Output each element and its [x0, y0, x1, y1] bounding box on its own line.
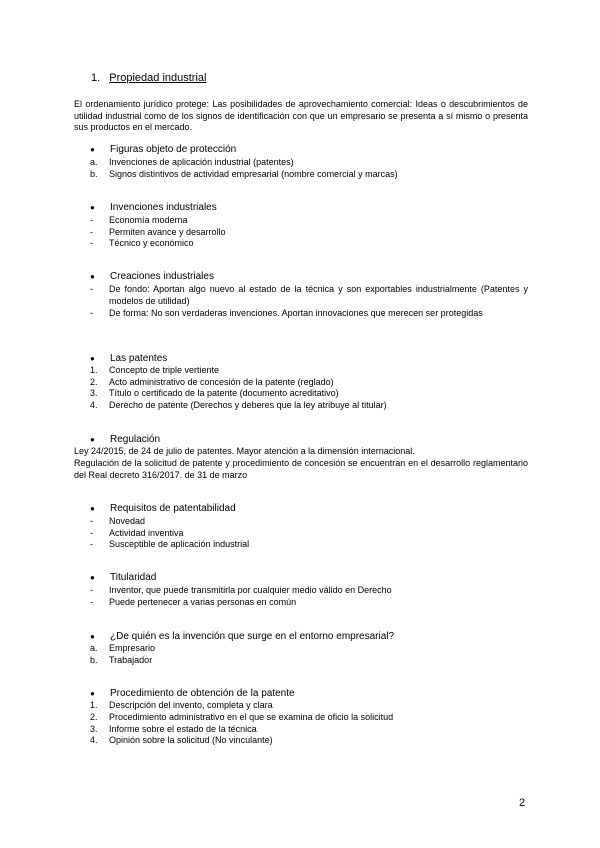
list-item	[90, 227, 226, 238]
block-heading: Regulación	[110, 434, 161, 445]
list-item-text: Trabajador	[109, 655, 153, 665]
list-marker: b.	[90, 655, 98, 665]
list-item-text: Técnico y económico	[109, 238, 194, 248]
block-heading: ¿De quién es la invención que surge en el entorno empresarial?	[110, 631, 395, 642]
list-item	[90, 388, 339, 399]
list-marker: b.	[90, 169, 98, 179]
list-item	[90, 157, 294, 168]
list-item-text: Susceptible de aplicación industrial	[109, 539, 250, 549]
list-marker: -	[90, 539, 93, 549]
list-item-text: Opinión sobre la solicitud (No vinculante)	[109, 735, 273, 745]
list-item	[90, 516, 146, 527]
list-marker: 4.	[90, 735, 98, 745]
list-marker: 3.	[90, 388, 98, 398]
list-marker: 2.	[90, 712, 98, 722]
list-marker: -	[90, 585, 93, 595]
list-item-text: Signos distintivos de actividad empresarial (nombre comercial y marcas)	[109, 169, 398, 179]
list-item-text: Actividad inventiva	[109, 528, 184, 538]
bullet-icon: ●	[90, 203, 95, 212]
list-item-text: Puede pertenecer a varias personas en común	[109, 597, 297, 607]
list-item-text: Título o certificado de la patente (documento acreditativo)	[109, 388, 339, 398]
list-item-text: Derecho de patente (Derechos y deberes que la ley atribuye al titular)	[109, 400, 387, 410]
list-marker: 1.	[90, 365, 98, 375]
list-marker: -	[90, 238, 93, 248]
list-item	[90, 377, 334, 388]
bullet-icon: ●	[90, 145, 95, 154]
bullet-icon: ●	[90, 354, 95, 363]
list-item-text: Invenciones de aplicación industrial (patentes)	[109, 157, 294, 167]
block-heading: Figuras objeto de protección	[110, 144, 237, 155]
list-item-text: Novedad	[109, 516, 146, 526]
section-title: Propiedad industrial	[109, 72, 207, 84]
list-item	[90, 539, 250, 550]
list-marker: -	[90, 597, 93, 607]
list-item	[90, 724, 257, 735]
list-item	[90, 238, 194, 249]
list-marker: -	[90, 308, 93, 318]
list-marker: 3.	[90, 724, 98, 734]
list-item-text: Inventor, que puede transmitirla por cualquier medio válido en Derecho	[109, 585, 392, 595]
list-marker: a.	[90, 643, 98, 653]
list-item-text: Descripción del invento, completa y clara	[109, 700, 273, 710]
list-item	[90, 655, 153, 666]
section-number: 1.	[91, 72, 101, 84]
list-item-text: De fondo: Aportan algo nuevo al estado de la técnica y son exportables industrialmente (Patentes y modelos de utilidad)	[109, 284, 528, 306]
bullet-icon: ●	[90, 504, 95, 513]
block-heading: Requisitos de patentabilidad	[110, 503, 236, 514]
list-item	[90, 215, 188, 226]
intro-paragraph: El ordenamiento jurídico protege: Las posibilidades de aprovechamiento comercial: Ideas o descubrimientos de utilidad industrial como de los signos de identificación con que un empresario se presenta a sí mismo o presenta sus productos en el mercado.	[74, 99, 528, 133]
list-item-text: Economía moderna	[109, 215, 188, 225]
regulation-paragraph: Regulación de la solicitud de patente y procedimiento de concesión se encuentran en el desarrollo reglamentario del Real decreto 316/2017. de 31 de marzo	[74, 458, 528, 480]
list-marker: a.	[90, 157, 98, 167]
list-item	[90, 400, 387, 411]
section-heading	[91, 72, 206, 84]
list-item	[90, 284, 528, 307]
list-item	[90, 169, 398, 180]
block-heading: Invenciones industriales	[110, 202, 217, 213]
bullet-icon: ●	[90, 435, 95, 444]
block-heading: Titularidad	[110, 572, 157, 583]
list-marker: 4.	[90, 400, 98, 410]
block-heading: Creaciones industriales	[110, 271, 214, 282]
list-item	[90, 528, 184, 539]
page-number: 2	[519, 797, 526, 809]
block-heading: Las patentes	[110, 353, 168, 364]
list-marker: -	[90, 227, 93, 237]
list-marker: -	[90, 284, 93, 294]
list-item	[90, 643, 156, 654]
list-item-text: Concepto de triple vertiente	[109, 365, 220, 375]
list-item-text: Empresario	[109, 643, 156, 653]
list-item	[90, 365, 220, 376]
list-item-text: Informe sobre el estado de la técnica	[109, 724, 257, 734]
list-item	[90, 308, 528, 320]
list-marker: 2.	[90, 377, 98, 387]
list-item	[90, 700, 273, 711]
list-marker: -	[90, 528, 93, 538]
list-marker: -	[90, 215, 93, 225]
bullet-icon: ●	[90, 632, 95, 641]
list-item	[90, 735, 273, 746]
regulation-paragraph: Ley 24/2015, de 24 de julio de patentes. Mayor atención a la dimensión internacional.	[74, 446, 415, 456]
list-item-text: De forma: No son verdaderas invenciones. Aportan innovaciones que merecen ser protegidas	[109, 308, 483, 318]
bullet-icon: ●	[90, 573, 95, 582]
block-heading: Procedimiento de obtención de la patente	[110, 688, 295, 699]
list-item	[90, 712, 394, 723]
list-marker: -	[90, 516, 93, 526]
bullet-icon: ●	[90, 272, 95, 281]
list-item-text: Acto administrativo de concesión de la patente (reglado)	[109, 377, 334, 387]
list-item-text: Permiten avance y desarrollo	[109, 227, 226, 237]
list-item	[90, 597, 297, 608]
list-item-text: Procedimiento administrativo en el que se examina de oficio la solicitud	[109, 712, 394, 722]
bullet-icon: ●	[90, 689, 95, 698]
list-marker: 1.	[90, 700, 98, 710]
list-item	[90, 585, 392, 596]
